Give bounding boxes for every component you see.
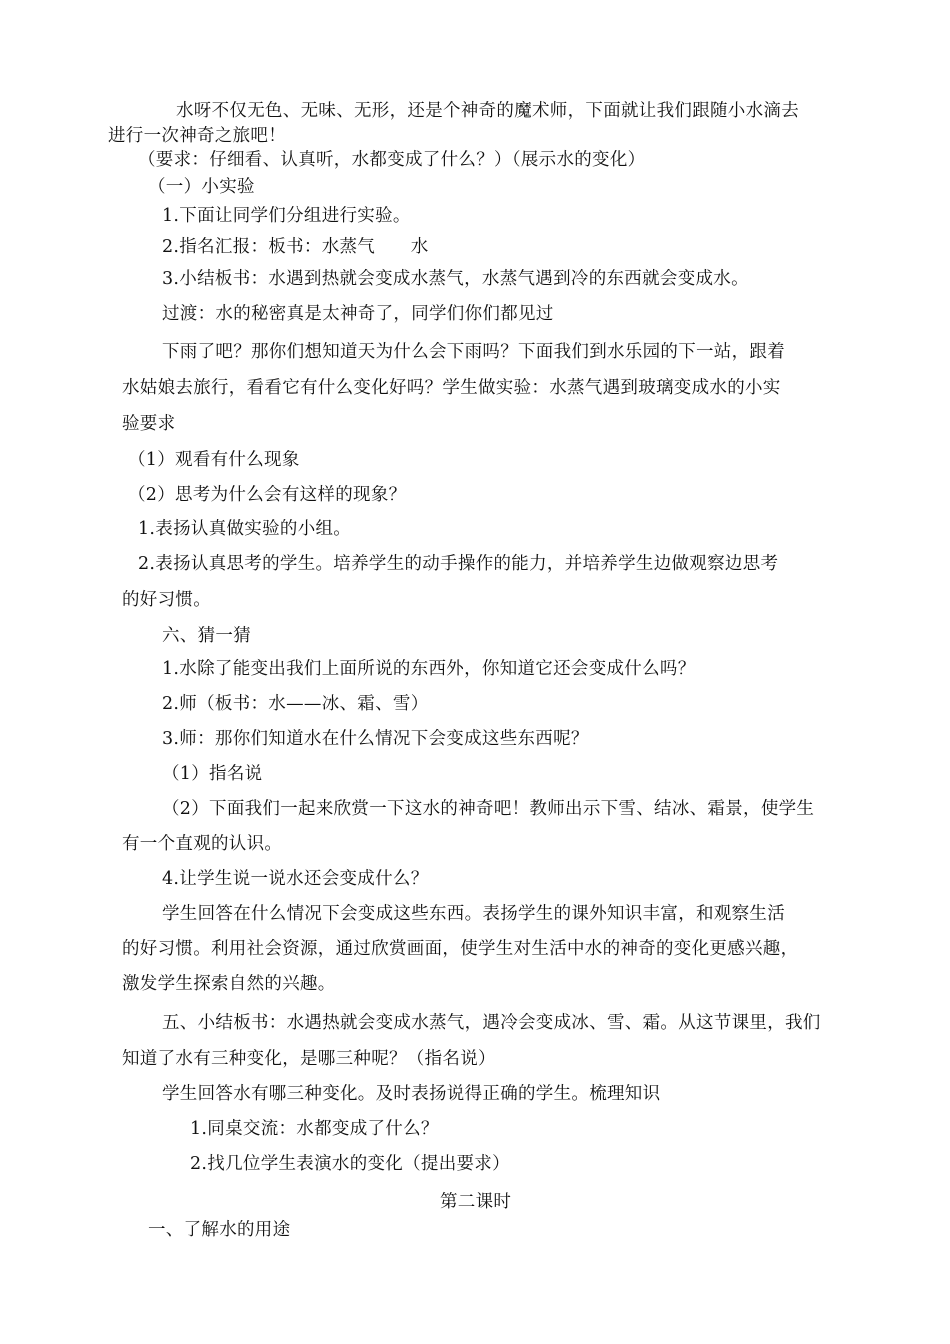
text-line: 验要求 xyxy=(122,414,176,434)
text-line: 2.指名汇报：板书：水蒸气 水 xyxy=(162,237,429,257)
text-line: 水姑娘去旅行，看看它有什么变化好吗？学生做实验：水蒸气遇到玻璃变成水的小实 xyxy=(122,378,781,398)
section-heading: 五、小结板书：水遇热就会变成水蒸气，遇冷会变成冰、雪、霜。从这节课里，我们 xyxy=(162,1013,821,1033)
text-line: （1）指名说 xyxy=(162,764,263,784)
text-line: 下雨了吧？那你们想知道天为什么会下雨吗？下面我们到水乐园的下一站，跟着 xyxy=(162,342,785,362)
lesson-title: 第二课时 xyxy=(440,1192,512,1212)
text-line: 有一个直观的认识。 xyxy=(122,834,283,854)
text-line: 3.小结板书：水遇到热就会变成水蒸气，水蒸气遇到冷的东西就会变成水。 xyxy=(162,269,749,289)
text-line: 水呀不仅无色、无味、无形，还是个神奇的魔术师，下面就让我们跟随小水滴去 xyxy=(176,101,799,121)
text-line: 1.同桌交流：水都变成了什么？ xyxy=(190,1119,439,1139)
text-line: 的好习惯。利用社会资源，通过欣赏画面，使学生对生活中水的神奇的变化更感兴趣， xyxy=(122,939,799,959)
text-line: 2.表扬认真思考的学生。培养学生的动手操作的能力，并培养学生边做观察边思考 xyxy=(138,554,779,574)
text-line: 激发学生探索自然的兴趣。 xyxy=(122,974,336,994)
text-line: 进行一次神奇之旅吧！ xyxy=(108,126,286,146)
text-line: 知道了水有三种变化，是哪三种呢？（指名说） xyxy=(122,1049,496,1069)
text-line: （要求：仔细看、认真听，水都变成了什么？）（展示水的变化） xyxy=(138,150,646,170)
text-line: 1.下面让同学们分组进行实验。 xyxy=(162,206,411,226)
text-line: 1.表扬认真做实验的小组。 xyxy=(138,519,352,539)
text-line: （2）思考为什么会有这样的现象？ xyxy=(128,485,407,505)
text-line: （1）观看有什么现象 xyxy=(128,450,300,470)
text-line: 2.师（板书：水——冰、霜、雪） xyxy=(162,694,429,714)
section-heading: 六、猜一猜 xyxy=(162,626,251,646)
text-line: （2）下面我们一起来欣赏一下这水的神奇吧！教师出示下雪、结冰、霜景，使学生 xyxy=(162,799,815,819)
section-heading: （一）小实验 xyxy=(148,177,255,197)
section-heading: 一、了解水的用途 xyxy=(148,1220,291,1240)
text-line: 学生回答在什么情况下会变成这些东西。表扬学生的课外知识丰富，和观察生活 xyxy=(162,904,785,924)
text-line: 4.让学生说一说水还会变成什么？ xyxy=(162,869,429,889)
text-line: 学生回答水有哪三种变化。及时表扬说得正确的学生。梳理知识 xyxy=(162,1084,661,1104)
text-line: 3.师：那你们知道水在什么情况下会变成这些东西呢？ xyxy=(162,729,589,749)
text-line: 的好习惯。 xyxy=(122,590,211,610)
text-line: 2.找几位学生表演水的变化（提出要求） xyxy=(190,1154,510,1174)
text-line: 过渡：水的秘密真是太神奇了，同学们你们都见过 xyxy=(162,304,554,324)
text-line: 1.水除了能变出我们上面所说的东西外，你知道它还会变成什么吗？ xyxy=(162,659,696,679)
